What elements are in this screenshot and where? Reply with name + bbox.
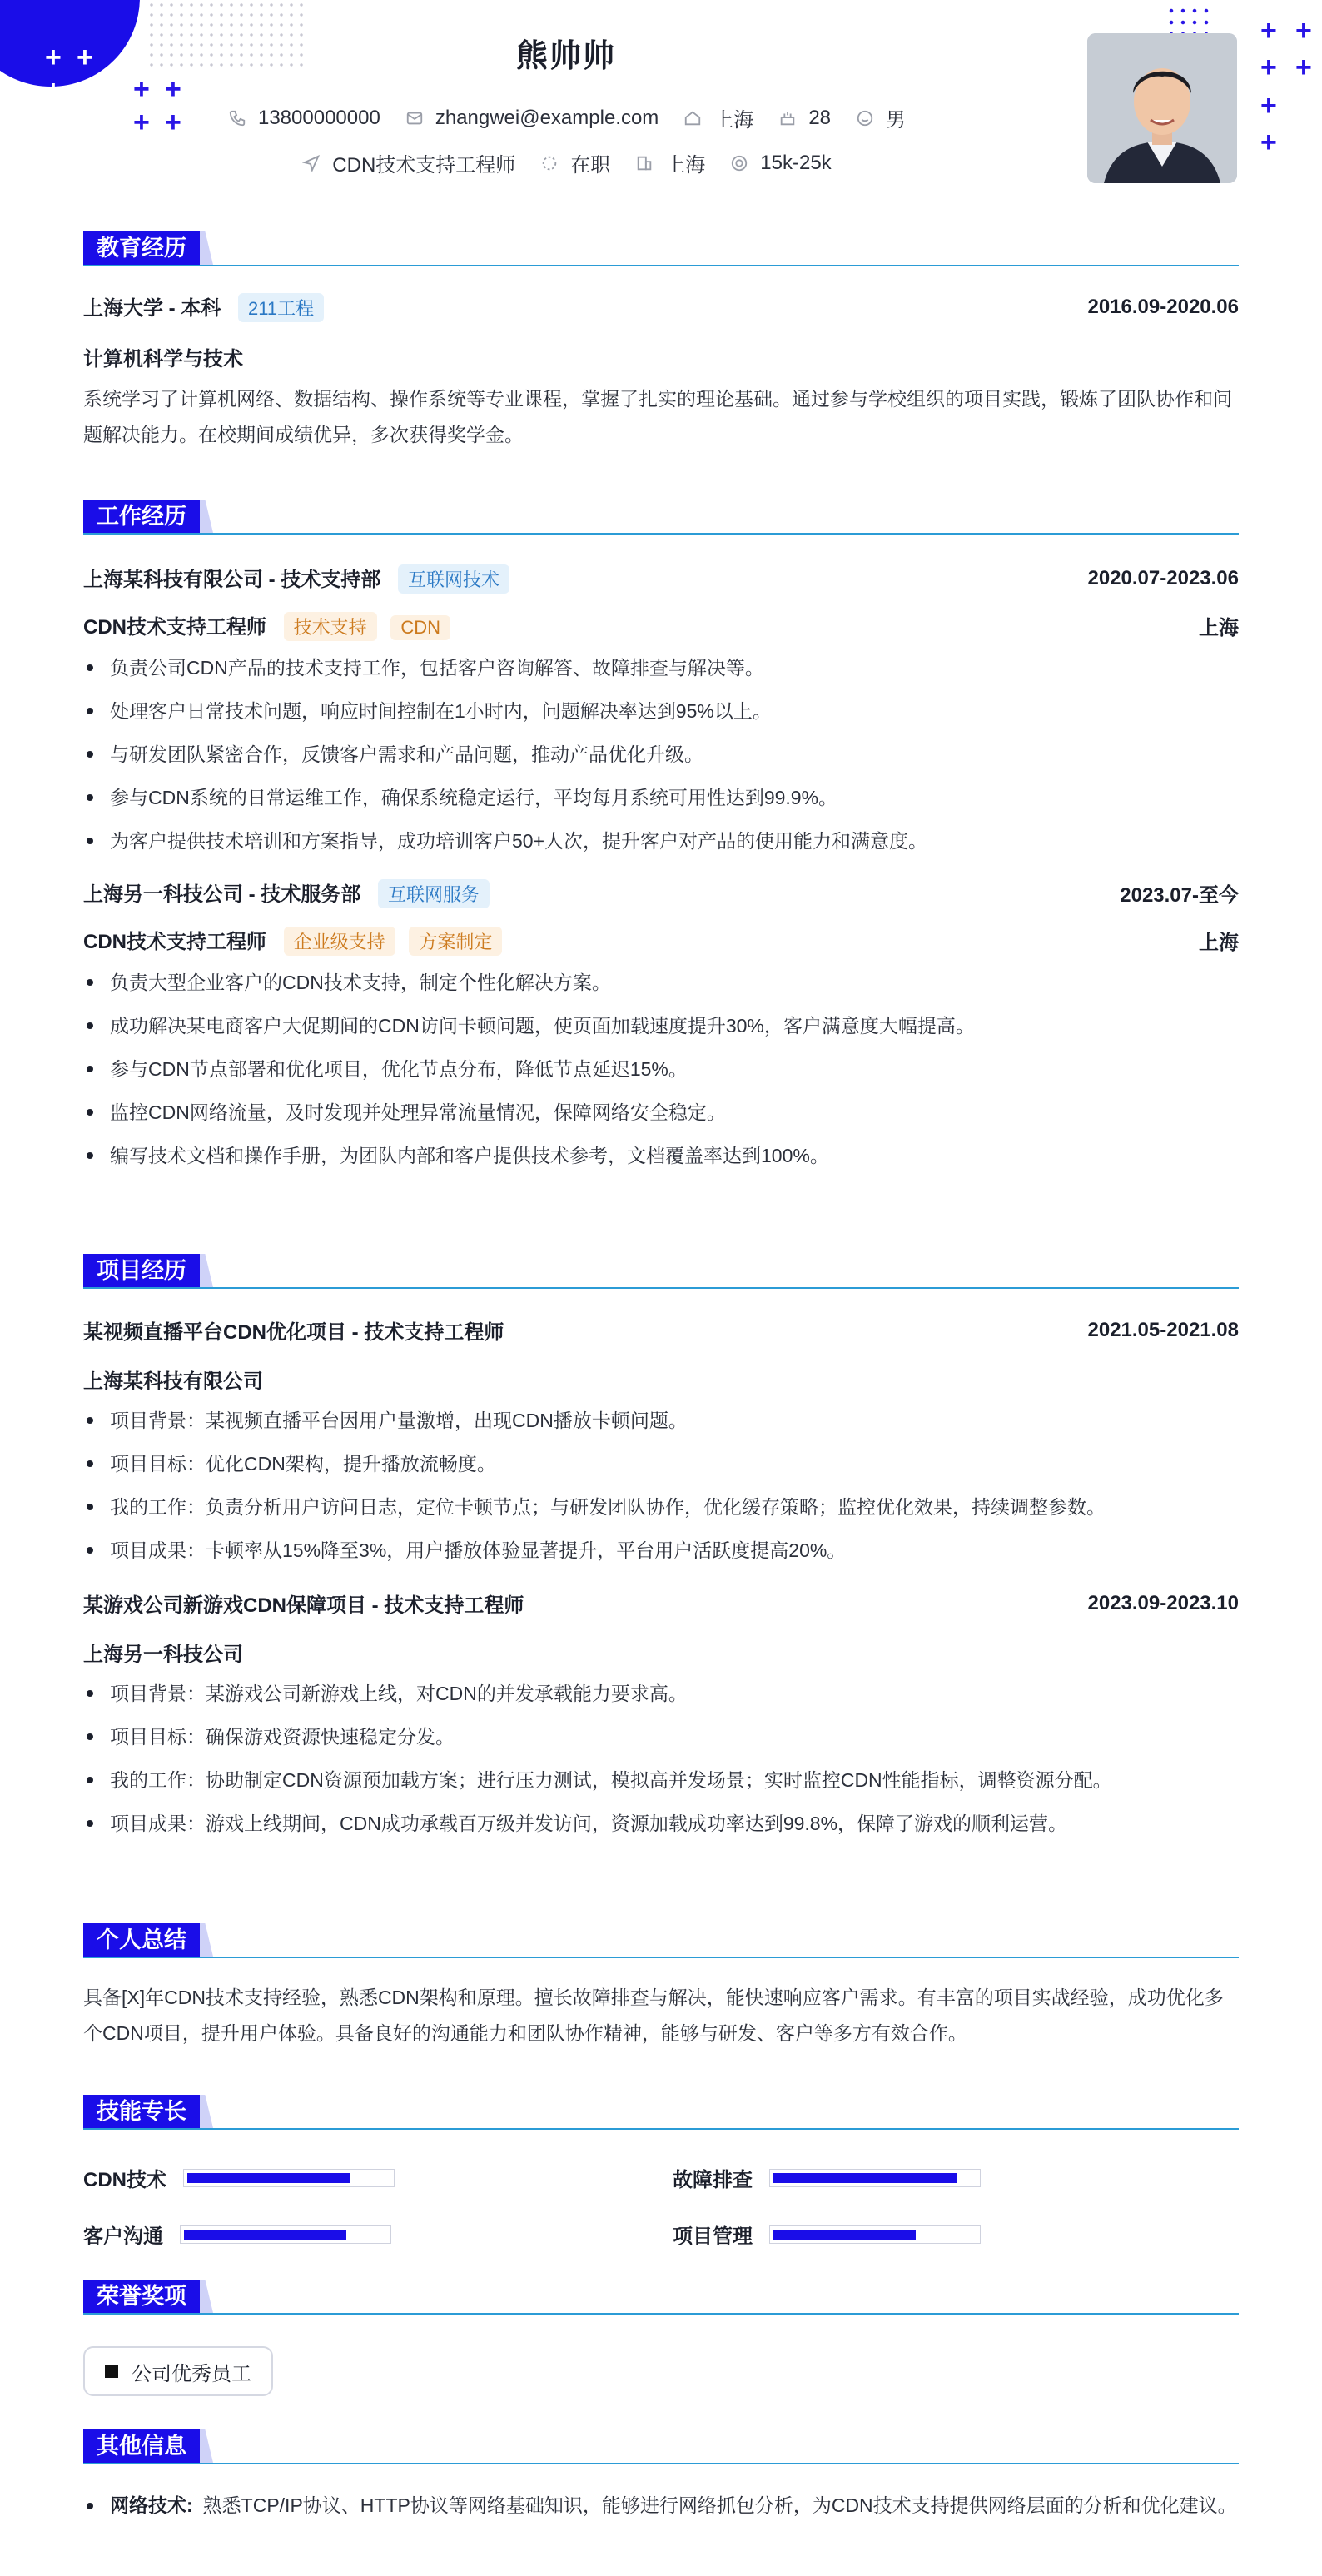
industry-tag: 互联网服务 xyxy=(378,879,490,908)
school-tag: 211工程 xyxy=(238,293,324,322)
skill-name: 故障排查 xyxy=(673,2169,753,2191)
gender-item xyxy=(854,103,906,132)
project-company-row xyxy=(83,1638,1239,1667)
salary-text: 15k-25k xyxy=(760,151,832,174)
city-text: 上海 xyxy=(665,154,706,177)
role-title: CDN技术支持工程师 xyxy=(83,931,266,953)
work-bullet-list xyxy=(83,961,1239,1177)
section-divider xyxy=(83,2128,1239,2130)
list-item: 负责大型企业客户的CDN技术支持，制定个性化解决方案。 xyxy=(83,961,1239,1004)
list-item: 我的工作：协助制定CDN资源预加载方案；进行压力测试，模拟高并发场景；实时监控CDN性能指标，调整资源分配。 xyxy=(83,1758,1239,1802)
award-badge xyxy=(83,2346,273,2396)
section-divider xyxy=(83,2463,1239,2464)
work-location: 上海 xyxy=(1199,617,1239,639)
job-title-item xyxy=(301,148,515,177)
section-divider xyxy=(83,2313,1239,2315)
plus-decoration: + xyxy=(77,75,93,107)
contact-info-row xyxy=(0,103,1132,132)
section-header xyxy=(83,2429,1239,2463)
dot-pattern-decoration xyxy=(1165,5,1215,35)
skill-level-fill xyxy=(187,2173,350,2183)
work-role-row xyxy=(83,610,1239,641)
project-company: 上海另一科技公司 xyxy=(83,1644,243,1666)
other-info-item xyxy=(83,2488,1239,2524)
plus-decoration: + xyxy=(165,107,181,138)
work-role-row xyxy=(83,925,1239,956)
send-icon xyxy=(301,152,322,174)
phone-item xyxy=(226,107,380,130)
mail-icon xyxy=(404,107,425,129)
section-title: 技能专长 xyxy=(83,2095,200,2128)
work-period: 2023.07-至今 xyxy=(1120,884,1239,907)
list-item: 处理客户日常技术问题，响应时间控制在1小时内，问题解决率达到95%以上。 xyxy=(83,689,1239,733)
plus-decoration: + xyxy=(1260,15,1277,47)
phone-icon xyxy=(226,107,248,129)
skill-name: 客户沟通 xyxy=(83,2225,163,2248)
section-divider xyxy=(83,1287,1239,1289)
plus-decoration: + xyxy=(1260,127,1277,158)
summary-section xyxy=(83,1923,1239,2051)
skill-level-bar xyxy=(180,2225,391,2244)
role-title: CDN技术支持工程师 xyxy=(83,616,266,639)
section-header xyxy=(83,1254,1239,1287)
section-header xyxy=(83,231,1239,265)
skill-name: CDN技术 xyxy=(83,2169,166,2191)
skill-tag: CDN xyxy=(390,615,450,640)
list-item: 编写技术文档和操作手册，为团队内部和客户提供技术参考，文档覆盖率达到100%。 xyxy=(83,1134,1239,1177)
plus-decoration: + xyxy=(1295,52,1312,83)
skill-item xyxy=(83,2163,395,2192)
project-company: 上海某科技有限公司 xyxy=(83,1370,263,1393)
education-header-row xyxy=(83,291,1239,322)
work-bullet-list xyxy=(83,646,1239,863)
work-period: 2020.07-2023.06 xyxy=(1087,566,1239,589)
list-item: 与研发团队紧密合作，反馈客户需求和产品问题，推动产品优化升级。 xyxy=(83,733,1239,776)
skill-item xyxy=(673,2220,981,2249)
project-title: 某视频直播平台CDN优化项目 - 技术支持工程师 xyxy=(83,1321,504,1344)
section-header xyxy=(83,2280,1239,2313)
skill-level-fill xyxy=(773,2230,916,2240)
education-section xyxy=(83,231,1239,453)
age-item xyxy=(777,107,831,130)
project-title-row xyxy=(83,1589,1239,1618)
work-company-row xyxy=(83,878,1239,908)
status-text: 在职 xyxy=(570,154,611,177)
home-icon xyxy=(682,107,703,129)
other-info-label: 网络技术: xyxy=(110,2494,193,2516)
school-degree: 上海大学 - 本科 xyxy=(83,297,221,320)
project-entry xyxy=(83,1315,1239,1572)
list-item: 参与CDN节点部署和优化项目，优化节点分布，降低节点延迟15%。 xyxy=(83,1047,1239,1091)
plus-decoration: + xyxy=(45,75,62,107)
list-item: 项目目标：确保游戏资源快速稳定分发。 xyxy=(83,1715,1239,1758)
plus-decoration: + xyxy=(133,73,150,105)
major: 计算机科学与技术 xyxy=(83,348,243,370)
skill-tag: 技术支持 xyxy=(284,612,377,641)
section-header xyxy=(83,2095,1239,2128)
skill-name: 项目管理 xyxy=(673,2225,753,2248)
skill-level-bar xyxy=(769,2169,981,2187)
project-title-row xyxy=(83,1315,1239,1345)
work-entry xyxy=(83,878,1239,1177)
section-title: 其他信息 xyxy=(83,2429,200,2463)
section-title: 教育经历 xyxy=(83,231,200,265)
work-section xyxy=(83,500,1239,1177)
list-item: 项目目标：优化CDN架构，提升播放流畅度。 xyxy=(83,1442,1239,1485)
project-period: 2023.09-2023.10 xyxy=(1087,1591,1239,1614)
plus-decoration: + xyxy=(1295,15,1312,47)
section-divider xyxy=(83,1957,1239,1958)
project-section xyxy=(83,1254,1239,1845)
list-item: 为客户提供技术培训和方案指导，成功培训客户50+人次，提升客户对产品的使用能力和满意度。 xyxy=(83,819,1239,863)
phone-number: 13800000000 xyxy=(257,106,380,129)
section-title: 荣誉奖项 xyxy=(83,2280,200,2313)
gender-text: 男 xyxy=(886,109,907,132)
section-divider xyxy=(83,265,1239,266)
work-company-row xyxy=(83,563,1239,594)
section-header xyxy=(83,500,1239,533)
project-bullet-list xyxy=(83,1672,1239,1845)
awards-section xyxy=(83,2280,1239,2313)
email-item xyxy=(404,107,659,130)
age-text: 28 xyxy=(808,106,832,129)
skill-level-bar xyxy=(183,2169,395,2187)
list-item: 我的工作：负责分析用户访问日志，定位卡顿节点；与研发团队协作，优化缓存策略；监控优化效果，持续调整参数。 xyxy=(83,1485,1239,1529)
education-description: 系统学习了计算机网络、数据结构、操作系统等专业课程，掌握了扎实的理论基础。通过参与学校组织的项目实践，锻炼了团队协作和问题解决能力。在校期间成绩优异，多次获得奖学金。 xyxy=(83,388,1232,445)
list-item: 项目成果：卡顿率从15%降至3%，用户播放体验显著提升，平台用户活跃度提高20%。 xyxy=(83,1529,1239,1572)
skill-item xyxy=(673,2163,981,2192)
plus-decoration: + xyxy=(77,42,93,73)
skill-tag: 企业级支持 xyxy=(284,927,395,956)
work-location: 上海 xyxy=(1199,932,1239,954)
project-period: 2021.05-2021.08 xyxy=(1087,1318,1239,1341)
cake-icon xyxy=(777,107,798,129)
section-title: 工作经历 xyxy=(83,500,200,533)
building-icon xyxy=(634,152,655,174)
company-name: 上海另一科技公司 - 技术服务部 xyxy=(83,883,361,906)
project-bullet-list xyxy=(83,1399,1239,1572)
list-item: 成功解决某电商客户大促期间的CDN访问卡顿问题，使页面加载速度提升30%，客户满意度大幅提高。 xyxy=(83,1004,1239,1047)
skill-level-fill xyxy=(184,2230,346,2240)
skill-tag: 方案制定 xyxy=(409,927,502,956)
plus-decoration: + xyxy=(45,42,62,73)
job-title-text: CDN技术支持工程师 xyxy=(332,154,516,177)
list-item: 项目成果：游戏上线期间，CDN成功承载百万级并发访问，资源加载成功率达到99.8%，保障了游戏的顺利运营。 xyxy=(83,1802,1239,1845)
job-info-row xyxy=(0,148,1132,177)
project-entry xyxy=(83,1589,1239,1845)
profile-photo xyxy=(1087,33,1237,183)
loading-icon xyxy=(539,152,560,174)
skills-section xyxy=(83,2095,1239,2128)
candidate-name: 熊帅帅 xyxy=(515,39,616,74)
other-info-text: 熟悉TCP/IP协议、HTTP协议等网络基础知识，能够进行网络抓包分析，为CDN技术支持提供网络层面的分析和优化建议。 xyxy=(202,2494,1237,2516)
skill-level-fill xyxy=(773,2173,957,2183)
city-item xyxy=(634,148,705,177)
list-item: 项目背景：某游戏公司新游戏上线，对CDN的并发承载能力要求高。 xyxy=(83,1672,1239,1715)
location-item xyxy=(682,103,753,132)
section-divider xyxy=(83,533,1239,535)
list-item: 负责公司CDN产品的技术支持工作，包括客户咨询解答、故障排查与解决等。 xyxy=(83,646,1239,689)
section-header xyxy=(83,1923,1239,1957)
plus-decoration: + xyxy=(1260,52,1277,83)
education-major-row xyxy=(83,342,1239,371)
section-title: 项目经历 xyxy=(83,1254,200,1287)
list-item: 参与CDN系统的日常运维工作，确保系统稳定运行，平均每月系统可用性达到99.9%。 xyxy=(83,776,1239,819)
project-title: 某游戏公司新游戏CDN保障项目 - 技术支持工程师 xyxy=(83,1594,524,1617)
industry-tag: 互联网技术 xyxy=(398,564,509,594)
status-item xyxy=(539,148,610,177)
coin-icon xyxy=(728,152,750,174)
skill-level-bar xyxy=(769,2225,981,2244)
person-face-icon xyxy=(854,107,876,129)
bullet-dot xyxy=(87,2503,93,2509)
plus-decoration: + xyxy=(1260,90,1277,122)
plus-decoration: + xyxy=(165,73,181,105)
list-item: 项目背景：某视频直播平台因用户量激增，出现CDN播放卡顿问题。 xyxy=(83,1399,1239,1442)
section-title: 个人总结 xyxy=(83,1923,200,1957)
email-address: zhangwei@example.com xyxy=(435,106,659,129)
company-name: 上海某科技有限公司 - 技术支持部 xyxy=(83,569,381,591)
award-name: 公司优秀员工 xyxy=(132,2362,251,2385)
salary-item xyxy=(728,152,831,175)
plus-decoration: + xyxy=(133,107,150,138)
project-company-row xyxy=(83,1365,1239,1394)
summary-text: 具备[X]年CDN技术支持经验，熟悉CDN架构和原理。擅长故障排查与解决，能快速响应客户需求。有丰富的项目实战经验，成功优化多个CDN项目，提升用户体验。具备良好的沟通能力和团队协作精神，能够与研发、客户等多方有效合作。 xyxy=(83,1987,1224,2044)
skill-item xyxy=(83,2220,391,2249)
square-bullet-icon xyxy=(105,2365,118,2378)
education-period: 2016.09-2020.06 xyxy=(1087,295,1239,318)
work-entry xyxy=(83,563,1239,863)
other-section xyxy=(83,2429,1239,2524)
location-text: 上海 xyxy=(713,109,754,132)
list-item: 监控CDN网络流量，及时发现并处理异常流量情况，保障网络安全稳定。 xyxy=(83,1091,1239,1134)
